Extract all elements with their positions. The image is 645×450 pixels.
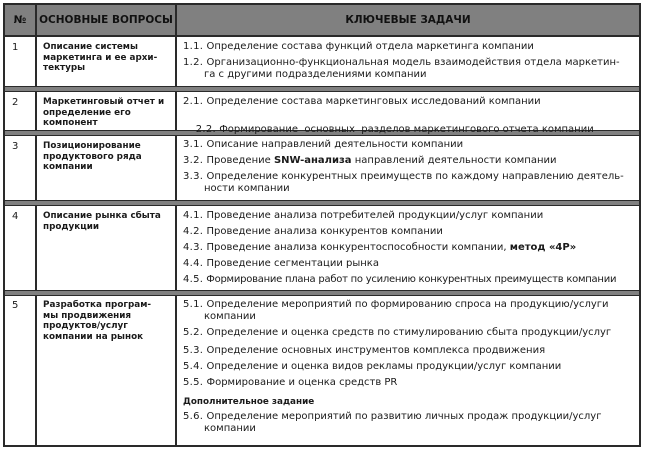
task-text: Определение основных инструментов комплекса продвижения	[206, 345, 546, 356]
task-item	[183, 377, 639, 389]
row-question: Разработка програм-мы продвижения продуктов/услуг компании на рынок	[43, 300, 152, 342]
task-text: Организационно-функциональная модель взаимодействия отдела маркетин-	[206, 57, 620, 68]
task-number: 1.1.	[183, 41, 204, 52]
task-text: направлений деятельности компании	[351, 155, 557, 166]
additional-task-label: Дополнительное задание	[183, 397, 315, 407]
task-number: 5.1.	[183, 299, 204, 310]
task-item	[183, 361, 639, 373]
task-text: Описание направлений деятельности компании	[206, 139, 464, 150]
task-text: Формирование плана работ по усилению конкурентных преимуществ компании	[206, 274, 617, 285]
task-number: 2.2.	[195, 124, 217, 136]
task-item	[183, 57, 639, 82]
task-number: 4.3.	[183, 242, 204, 253]
table-header	[5, 5, 639, 37]
task-item	[183, 299, 639, 324]
task-text: Определение и оценка средств по стимулированию сбыта продукции/услуг	[206, 327, 612, 338]
task-item	[183, 210, 639, 222]
row-question: Описание системы маркетинга и ее архи-тектуры	[43, 42, 158, 74]
task-number: 3.3.	[183, 171, 204, 182]
task-text-continuation: ности компании	[204, 183, 290, 195]
row-separator	[5, 200, 639, 206]
row-question: Позиционирование продуктового ряда компании	[43, 141, 142, 173]
task-item	[183, 258, 639, 270]
task-table	[3, 3, 641, 447]
task-text: Определение конкурентных преимуществ по каждому направлению деятель-	[206, 171, 624, 182]
row-number: 4	[12, 211, 19, 222]
task-number: 5.5.	[183, 377, 204, 388]
row-number: 1	[12, 42, 19, 53]
task-text: Формирование и оценка средств PR	[206, 377, 398, 388]
task-text: Проведение	[206, 155, 274, 166]
task-item	[183, 411, 639, 436]
task-item	[183, 139, 639, 151]
task-text: Проведение анализа конкурентов компании	[206, 226, 443, 237]
header-tasks: КЛЮЧЕВЫЕ ЗАДАЧИ	[345, 14, 471, 26]
task-number: 4.2.	[183, 226, 204, 237]
task-item	[183, 242, 639, 254]
task-text-bold: метод «4P»	[509, 242, 577, 253]
task-item	[183, 274, 639, 286]
task-number: 4.5.	[183, 274, 204, 285]
task-number: 4.4.	[183, 258, 204, 269]
task-number: 3.1.	[183, 139, 204, 150]
task-text: Определение мероприятий по формированию спроса на продукцию/услуги	[206, 299, 609, 310]
task-text: Определение и оценка видов рекламы продукции/услуг компании	[206, 361, 562, 372]
task-text: Формирование основных разделов маркетингового отчета компании	[219, 124, 594, 136]
task-number: 3.2.	[183, 155, 204, 166]
task-number: 4.1.	[183, 210, 204, 221]
task-text: Определение мероприятий по развитию личных продаж продукции/услуг	[206, 411, 602, 422]
column-divider	[175, 5, 177, 445]
row-question: Маркетинговый отчет и определение его компонент	[43, 97, 165, 129]
task-text-continuation: компании	[204, 423, 256, 435]
column-divider	[35, 5, 37, 445]
task-number: 5.4.	[183, 361, 204, 372]
task-number: 1.2.	[183, 57, 204, 68]
row-number: 3	[12, 141, 19, 152]
task-text-continuation: га с другими подразделениями компании	[204, 69, 427, 81]
task-number: 2.1.	[183, 96, 204, 107]
task-item	[183, 96, 639, 108]
task-item	[183, 345, 639, 357]
task-item	[183, 226, 639, 238]
task-text: Проведение анализа потребителей продукции/услуг компании	[206, 210, 544, 221]
row-separator	[5, 86, 639, 92]
task-item	[183, 41, 639, 53]
task-item	[183, 155, 639, 167]
task-text: Проведение сегментации рынка	[206, 258, 379, 269]
header-num: №	[13, 14, 27, 26]
task-number: 5.2.	[183, 327, 204, 338]
row-question: Описание рынка сбыта продукции	[43, 211, 161, 232]
task-text: Определение состава функций отдела маркетинга компании	[206, 41, 534, 52]
task-text-bold: SNW-анализа	[273, 155, 352, 166]
row-number: 5	[12, 300, 19, 311]
row-number: 2	[12, 97, 19, 108]
task-number: 5.6.	[183, 411, 204, 422]
task-text: Определение состава маркетинговых исследований компании	[206, 96, 541, 107]
row-separator	[5, 290, 639, 296]
task-text-continuation: компании	[204, 311, 256, 323]
header-questions: ОСНОВНЫЕ ВОПРОСЫ	[39, 14, 173, 26]
task-item	[183, 327, 639, 339]
task-item	[183, 171, 639, 196]
task-text: Проведение анализа конкурентоспособности компании,	[206, 242, 510, 253]
task-number: 5.3.	[183, 345, 204, 356]
